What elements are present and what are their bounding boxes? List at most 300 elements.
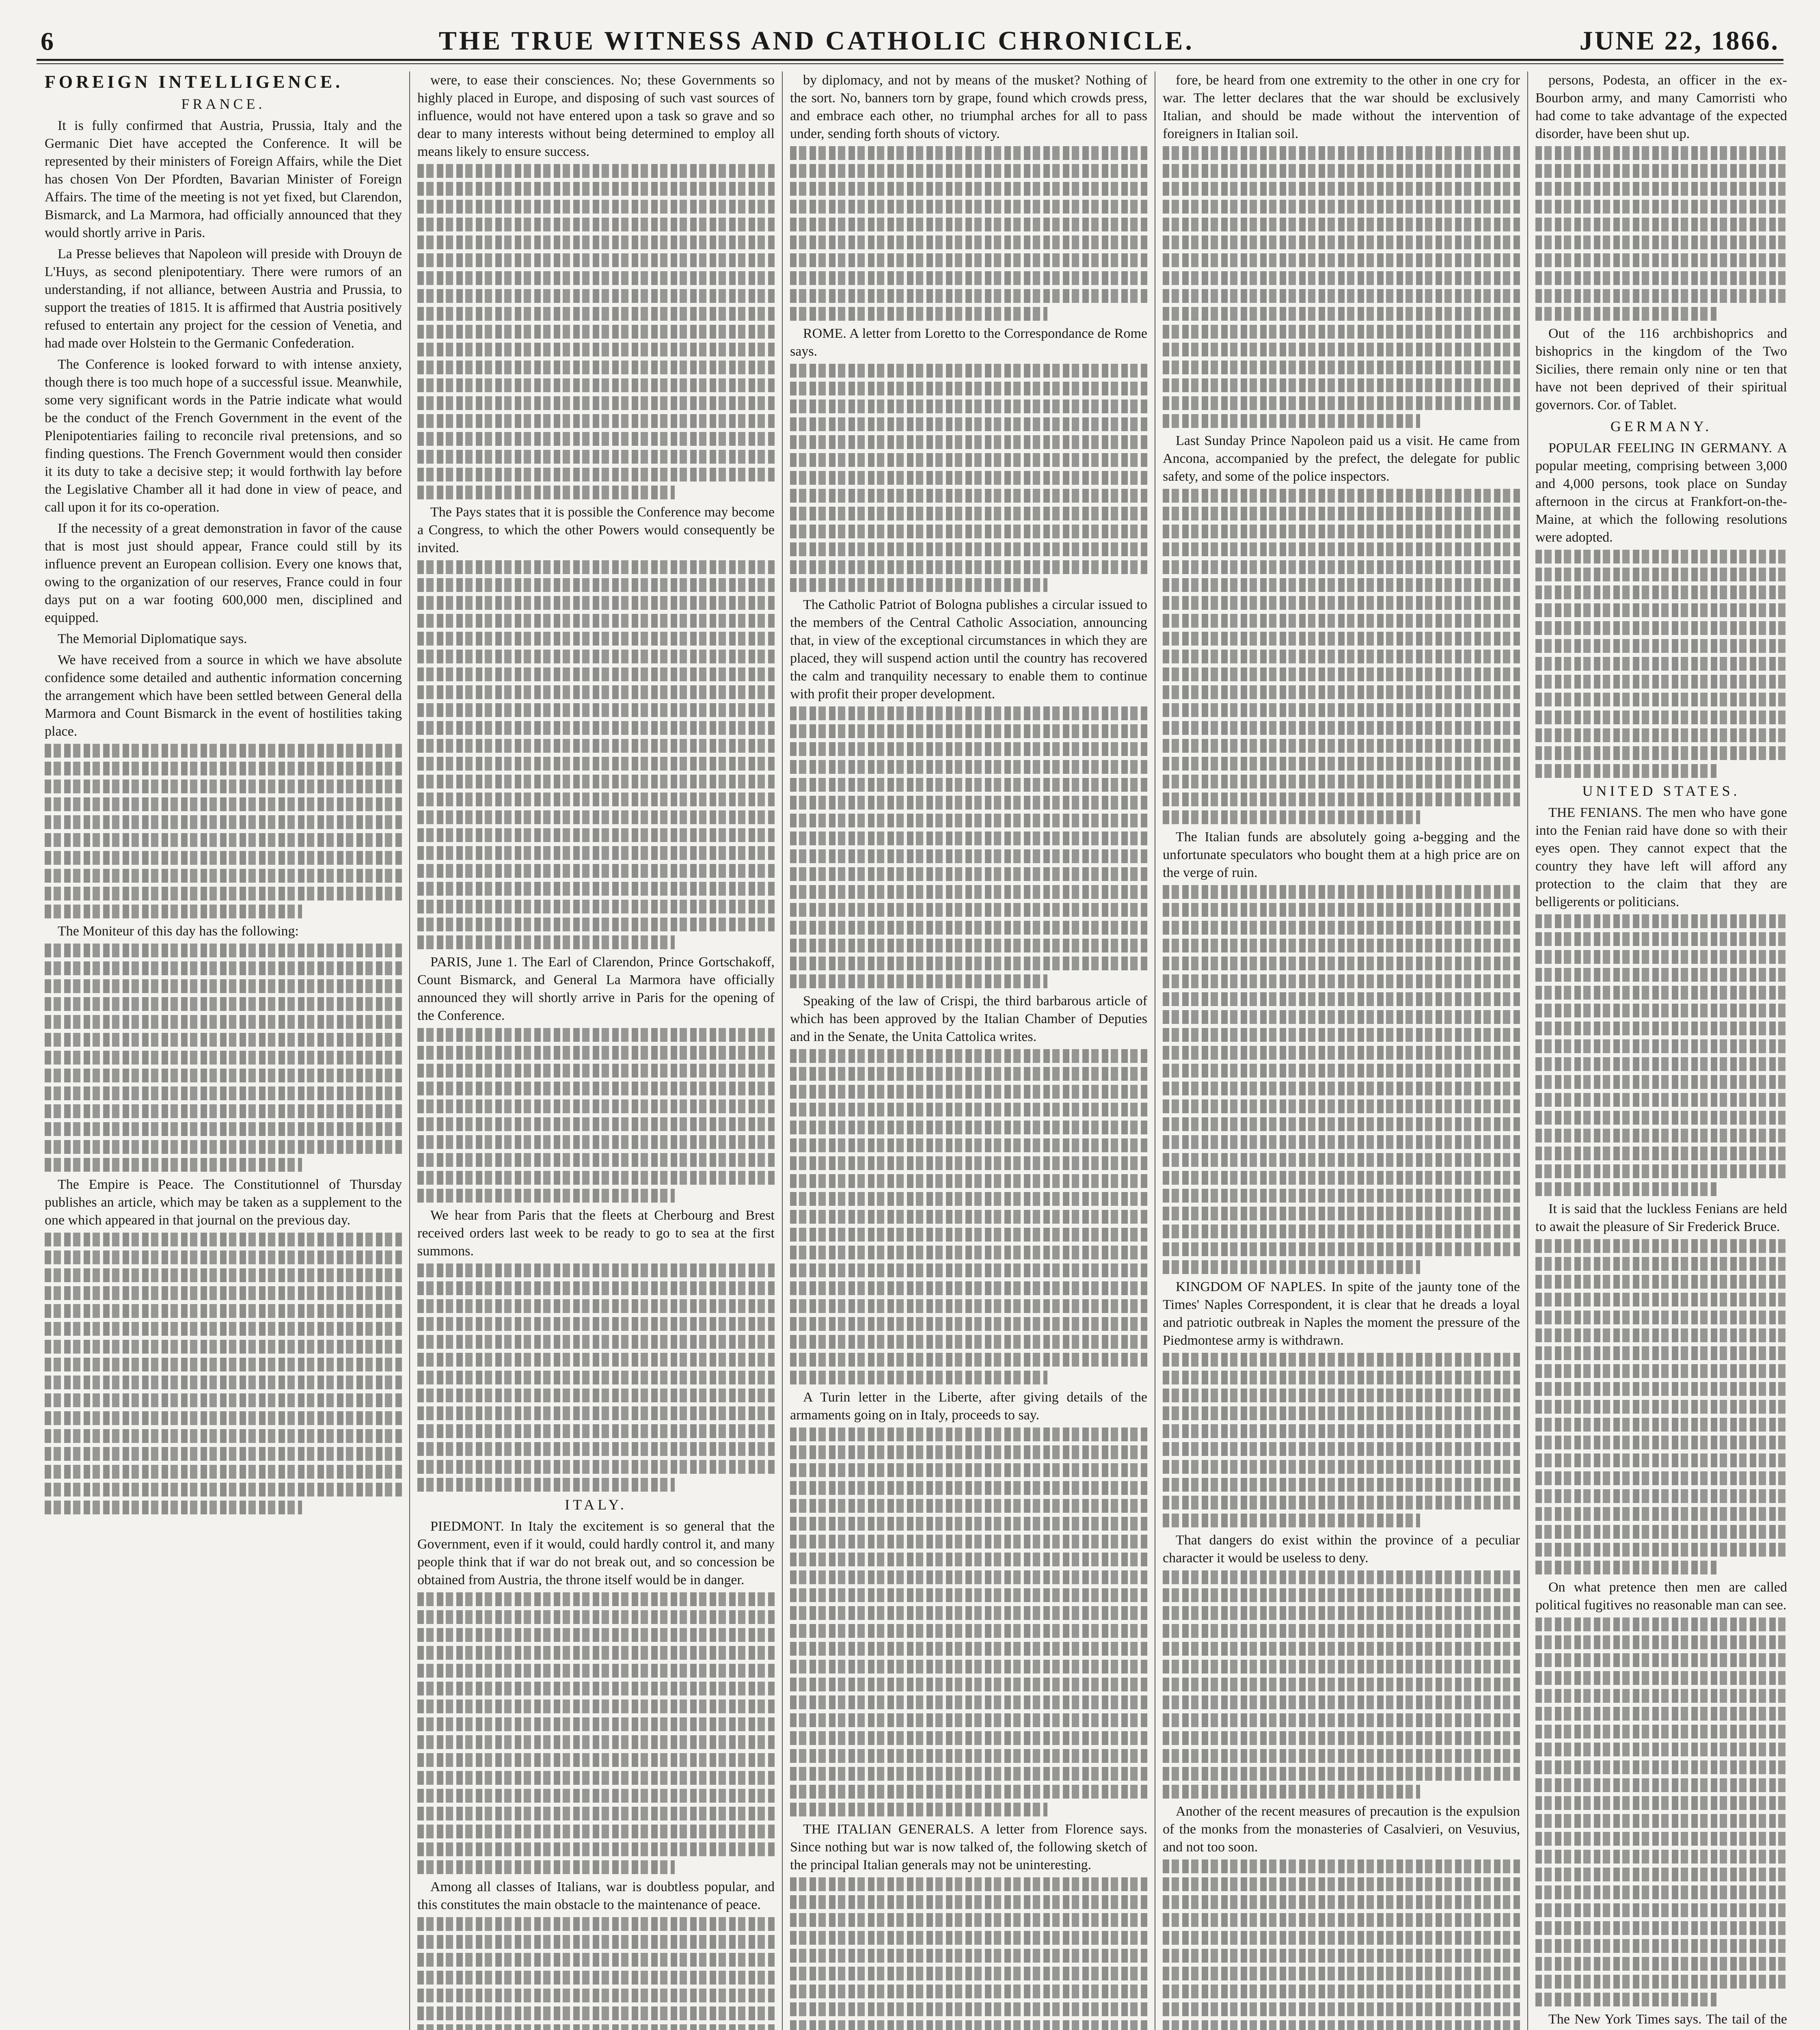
text-line: [1535, 550, 1787, 564]
text-line: [1163, 1496, 1520, 1510]
text-line: [417, 1171, 775, 1185]
text-line: [417, 721, 775, 735]
text-line: [45, 1322, 402, 1336]
text-line: [790, 903, 1147, 917]
text-line: [417, 1189, 675, 1203]
text-line: [1163, 1985, 1520, 1998]
text-line: [1535, 1507, 1787, 1521]
text-block: [417, 164, 775, 499]
text-line: [1163, 507, 1520, 520]
text-line: [790, 778, 1147, 792]
text-line: [790, 382, 1147, 395]
text-line: [790, 706, 1147, 720]
text-line: [790, 1427, 1147, 1441]
text-line: [1163, 1028, 1520, 1042]
article-paragraph: by diplomacy, and not by means of the musket? Nothing of the sort. No, banners torn by grape, found which crowds press, and embrace each other, no triumphal arches for all to pass under, sending forth shouts of victory.: [790, 73, 1147, 141]
text-line: [417, 1117, 775, 1131]
text-line: [1535, 1868, 1787, 1881]
article-paragraph: The Catholic Patriot of Bologna publishes a circular issued to the members of the Central Catholic Association, announcing that, in view of the exceptional circumstances in which they are placed, they will suspend action until the country has recovered the calm and tranquility necessary to enable them to continue with profit their proper development.: [790, 597, 1147, 702]
text-line: [1163, 1949, 1520, 1963]
text-line: [417, 468, 775, 482]
text-line: [417, 1299, 775, 1313]
text-line: [417, 1389, 775, 1402]
text-line: [790, 1642, 1147, 1656]
text-line: [790, 742, 1147, 756]
text-line: [417, 1135, 775, 1149]
text-line: [417, 1442, 775, 1456]
text-line: [1163, 650, 1520, 663]
text-line: [1535, 1814, 1787, 1828]
text-line: [45, 833, 402, 847]
text-line: [417, 1682, 775, 1695]
text-line: [1535, 307, 1716, 321]
text-line: [417, 1935, 775, 1949]
text-line: [1163, 614, 1520, 628]
text-line: [1535, 1939, 1787, 1953]
text-line: [790, 1767, 1147, 1781]
text-line: [1163, 1749, 1520, 1763]
text-line: [1163, 1785, 1420, 1799]
text-line: [1163, 1877, 1520, 1891]
text-line: [790, 525, 1147, 538]
text-line: [790, 796, 1147, 810]
text-line: [417, 1046, 775, 1060]
text-line: [790, 400, 1147, 413]
text-line: [790, 1713, 1147, 1727]
text-line: [1535, 1671, 1787, 1685]
text-line: [1163, 757, 1520, 771]
text-line: [1535, 568, 1787, 581]
text-line: [790, 1499, 1147, 1513]
text-line: [417, 1789, 775, 1803]
text-line: [45, 979, 402, 993]
text-line: [790, 1570, 1147, 1584]
text-line: [1535, 585, 1787, 599]
text-line: [1163, 1099, 1520, 1113]
text-line: [417, 1610, 775, 1624]
article-paragraph: were, to ease their consciences. No; these Governments so highly placed in Europe, and disposing of such vast sources of influence, would not have entered upon a task so grave and so dear to many interests without being determined to employ all means likely to ensure success.: [417, 73, 775, 159]
text-line: [1535, 1921, 1787, 1935]
article-paragraph: ROME. A letter from Loretto to the Correspondance de Rome says.: [790, 326, 1147, 359]
text-line: [790, 921, 1147, 935]
text-line: [1535, 1850, 1787, 1864]
text-line: [1163, 218, 1520, 231]
text-line: [790, 435, 1147, 449]
text-line: [1535, 271, 1787, 285]
text-line: [1163, 1642, 1520, 1656]
text-line: [1163, 271, 1520, 285]
text-line: [45, 744, 402, 758]
text-line: [45, 1304, 402, 1318]
text-line: [1163, 957, 1520, 970]
column-3: [790, 71, 1147, 2030]
text-line: [1163, 992, 1520, 1006]
text-line: [1535, 950, 1787, 964]
text-line: [1163, 146, 1520, 160]
text-line: [790, 235, 1147, 249]
text-line: [45, 780, 402, 793]
text-line: [790, 271, 1147, 285]
text-block: [417, 1917, 775, 2030]
article-paragraph: Another of the recent measures of precaution is the expulsion of the monks from the monasteries of Casalvieri, on Vesuvius, and not too soon.: [1163, 1804, 1520, 1855]
text-line: [417, 1842, 775, 1856]
text-line: [1535, 621, 1787, 635]
text-line: [417, 793, 775, 806]
text-line: [417, 2006, 775, 2020]
article-paragraph: We have received from a source in which we have absolute confidence some detailed and authentic information concerning the arrangement which have been settled between General della Marmora and Count Bismarck in the event of hostilities taking place.: [45, 652, 402, 739]
text-line: [417, 739, 775, 753]
text-line: [1163, 1082, 1520, 1095]
text-line: [417, 414, 775, 428]
text-line: [417, 1082, 775, 1095]
subheading-united-states: UNITED STATES.: [1582, 783, 1740, 799]
text-line: [1535, 1561, 1716, 1574]
article-paragraph: The Empire is Peace. The Constitutionnel of Thursday publishes an article, which may be taken as a supplement to the one which appeared in that journal on the previous day.: [45, 1177, 402, 1228]
text-line: [1535, 289, 1787, 303]
text-line: [790, 1624, 1147, 1638]
text-line: [417, 918, 775, 931]
text-line: [790, 1535, 1147, 1548]
text-line: [1163, 793, 1520, 806]
article-paragraph: THE FENIANS. The men who have gone into the Fenian raid have done so with their eyes open. They cannot expect that the country they have left will afford any protection to the claim that they are belligerents or politicians.: [1535, 805, 1787, 909]
text-line: [1163, 414, 1420, 428]
text-line: [417, 775, 775, 788]
text-line: [790, 1103, 1147, 1116]
text-line: [1535, 164, 1787, 178]
text-line: [1535, 1275, 1787, 1289]
text-line: [417, 757, 775, 771]
text-line: [1535, 1796, 1787, 1810]
text-line: [1163, 685, 1520, 699]
text-line: [1535, 1725, 1787, 1738]
text-line: [790, 2020, 1147, 2030]
text-line: [790, 1228, 1147, 1242]
column-divider: [1527, 71, 1528, 2030]
text-line: [790, 1895, 1147, 1909]
text-line: [1535, 1832, 1787, 1846]
text-line: [1163, 1767, 1520, 1781]
text-line: [1535, 1039, 1787, 1053]
text-line: [417, 164, 775, 178]
text-line: [1163, 343, 1520, 356]
text-block: [417, 1263, 775, 1492]
text-line: [1163, 235, 1520, 249]
text-line: [1535, 657, 1787, 671]
text-line: [1163, 1895, 1520, 1909]
text-line: [1163, 1678, 1520, 1691]
text-line: [1163, 1389, 1520, 1402]
text-line: [45, 1250, 402, 1264]
text-line: [417, 846, 775, 860]
text-line: [1535, 603, 1787, 617]
text-line: [1535, 1885, 1787, 1899]
text-line: [1535, 764, 1716, 778]
text-line: [45, 887, 402, 901]
text-line: [1535, 1489, 1787, 1503]
text-line: [1163, 1606, 1520, 1620]
text-line: [45, 1104, 402, 1118]
text-line: [45, 1140, 402, 1154]
article-paragraph: Last Sunday Prince Napoleon paid us a visit. He came from Ancona, accompanied by the prefect, the delegate for public safety, and some of the police inspectors.: [1163, 433, 1520, 484]
text-line: [1535, 1111, 1787, 1125]
text-line: [1535, 1778, 1787, 1792]
text-line: [417, 560, 775, 574]
text-line: [1163, 1064, 1520, 1078]
text-line: [790, 200, 1147, 214]
text-line: [790, 1299, 1147, 1313]
text-line: [417, 182, 775, 196]
text-line: [790, 1553, 1147, 1566]
text-block: [45, 744, 402, 918]
text-line: [417, 1099, 775, 1113]
text-line: [1163, 1117, 1520, 1131]
text-line: [1535, 1293, 1787, 1307]
text-line: [1163, 667, 1520, 681]
text-line: [45, 762, 402, 775]
text-block: [1535, 146, 1787, 321]
text-block: [417, 1592, 775, 1874]
text-line: [1535, 1129, 1787, 1142]
text-block: [417, 560, 775, 949]
text-line: [1163, 378, 1520, 392]
text-line: [1535, 1147, 1787, 1160]
text-line: [1163, 1913, 1520, 1927]
text-line: [790, 831, 1147, 845]
text-line: [1535, 1093, 1787, 1107]
text-line: [1535, 728, 1787, 742]
text-line: [1163, 1731, 1520, 1745]
text-line: [1535, 1993, 1716, 2006]
text-line: [417, 432, 775, 446]
text-line: [417, 1860, 675, 1874]
text-block: [1163, 885, 1520, 1274]
page-number: 6: [41, 27, 54, 56]
text-line: [1535, 1635, 1787, 1649]
text-block: [790, 1877, 1147, 2030]
text-block: [790, 1427, 1147, 1816]
text-line: [417, 1263, 775, 1277]
text-line: [417, 882, 775, 896]
text-line: [790, 1210, 1147, 1224]
text-line: [1535, 253, 1787, 267]
text-line: [45, 869, 402, 883]
article-paragraph: Out of the 116 archbishoprics and bishoprics in the kingdom of the Two Sicilies, there remain only nine or ten that have not been deprived of their spiritual governors. Cor. of Tablet.: [1535, 326, 1787, 412]
text-block: [790, 706, 1147, 988]
text-line: [1535, 1453, 1787, 1467]
column-divider: [782, 71, 783, 2030]
text-line: [1163, 1570, 1520, 1584]
text-line: [45, 1286, 402, 1300]
column-2: [417, 71, 775, 2030]
text-line: [1535, 932, 1787, 946]
text-line: [417, 1953, 775, 1967]
text-line: [417, 1353, 775, 1367]
text-line: [1163, 739, 1520, 753]
text-line: [417, 1917, 775, 1931]
text-line: [1535, 1021, 1787, 1035]
text-line: [417, 1771, 775, 1785]
text-line: [1535, 1311, 1787, 1324]
text-line: [417, 685, 775, 699]
text-line: [790, 1985, 1147, 1998]
text-line: [417, 486, 675, 499]
text-line: [790, 885, 1147, 899]
article-paragraph: persons, Podesta, an officer in the ex-Bourbon army, and many Camorristi who had come to take advantage of the expected disorder, have been shut up.: [1535, 73, 1787, 141]
text-line: [1535, 1903, 1787, 1917]
masthead-rule: [37, 63, 1783, 64]
text-line: [417, 1735, 775, 1749]
text-line: [417, 271, 775, 285]
text-line: [1163, 361, 1520, 374]
text-line: [790, 507, 1147, 520]
text-line: [1163, 1624, 1520, 1638]
text-block: [1535, 550, 1787, 778]
text-line: [790, 1678, 1147, 1691]
text-line: [1535, 1543, 1787, 1557]
text-line: [1163, 903, 1520, 917]
text-line: [1163, 1353, 1520, 1367]
article-paragraph: PARIS, June 1. The Earl of Clarendon, Prince Gortschakoff, Count Bismarck, and General La Marmora have officially announced they will shortly arrive in Paris for the opening of the Conference.: [417, 955, 775, 1023]
text-line: [1163, 703, 1520, 717]
text-line: [1535, 1525, 1787, 1539]
text-line: [417, 253, 775, 267]
text-line: [45, 944, 402, 957]
article-paragraph: The Moniteur of this day has the following:: [58, 924, 299, 939]
text-line: [790, 1371, 1047, 1384]
text-line: [1535, 693, 1787, 706]
text-line: [1163, 1442, 1520, 1456]
text-line: [417, 1317, 775, 1331]
text-line: [45, 997, 402, 1011]
text-line: [417, 1460, 775, 1474]
text-line: [1163, 1153, 1520, 1167]
text-line: [1163, 1588, 1520, 1602]
text-line: [1535, 1382, 1787, 1396]
text-line: [417, 325, 775, 339]
text-line: [790, 1335, 1147, 1349]
text-line: [1163, 1713, 1520, 1727]
text-line: [417, 1371, 775, 1384]
text-line: [1535, 968, 1787, 982]
text-line: [790, 1913, 1147, 1927]
text-line: [1163, 525, 1520, 538]
column-5: [1535, 71, 1787, 2030]
text-block: [45, 944, 402, 1172]
text-block: [417, 1028, 775, 1203]
text-line: [417, 1825, 775, 1838]
text-line: [790, 1317, 1147, 1331]
article-paragraph: If the necessity of a great demonstration in favor of the cause that is most just should appear, France could still by its influence prevent an European collision. Every one knows that, owing to the organization of our reserves, France could in four days put on a war footing 600,000 men, disciplined and equipped.: [45, 521, 402, 625]
text-line: [417, 361, 775, 374]
text-line: [417, 1664, 775, 1678]
text-line: [1163, 2002, 1520, 2016]
text-line: [1163, 810, 1420, 824]
text-line: [417, 1424, 775, 1438]
text-line: [790, 253, 1147, 267]
article-paragraph: A Turin letter in the Liberte, after giving details of the armaments going on in Italy, proceeds to say.: [790, 1390, 1147, 1423]
text-line: [417, 450, 775, 464]
text-line: [45, 1358, 402, 1371]
text-line: [45, 851, 402, 865]
text-line: [1163, 1931, 1520, 1945]
text-line: [417, 1717, 775, 1731]
text-line: [417, 343, 775, 356]
text-line: [45, 1051, 402, 1065]
text-line: [417, 235, 775, 249]
section-heading-foreign: FOREIGN INTELLIGENCE.: [45, 72, 343, 92]
text-line: [790, 814, 1147, 827]
text-line: [790, 1606, 1147, 1620]
text-line: [417, 1700, 775, 1713]
text-line: [1535, 1075, 1787, 1089]
text-line: [1163, 632, 1520, 646]
article-paragraph: Speaking of the law of Crispi, the third barbarous article of which has been approved by the Italian Chamber of Deputies and in the Senate, the Unita Cattolica writes.: [790, 993, 1147, 1044]
text-block: [1163, 1353, 1520, 1527]
text-line: [790, 1660, 1147, 1674]
text-line: [417, 810, 775, 824]
text-line: [1535, 1346, 1787, 1360]
subheading-italy: ITALY.: [565, 1497, 627, 1513]
text-line: [790, 1588, 1147, 1602]
text-line: [45, 1069, 402, 1082]
text-line: [1163, 2020, 1520, 2030]
text-line: [417, 1335, 775, 1349]
text-line: [790, 1481, 1147, 1495]
article-paragraph: The New York Times says. The tail of the: [1548, 2012, 1787, 2027]
text-line: [45, 1429, 402, 1443]
text-line: [45, 1340, 402, 1354]
text-line: [790, 2002, 1147, 2016]
text-line: [790, 1246, 1147, 1259]
article-paragraph: THE ITALIAN GENERALS. A letter from Florence says. Since nothing but war is now talked of, the following sketch of the principal Italian generals may not be uninteresting.: [790, 1822, 1147, 1872]
text-line: [1163, 200, 1520, 214]
text-line: [1535, 146, 1787, 160]
article-paragraph: fore, be heard from one extremity to the other in one cry for war. The letter declares that the war should be exclusively Italian, and should be made without the intervention of foreigners in Italian soil.: [1163, 73, 1520, 141]
text-line: [790, 1517, 1147, 1531]
text-line: [790, 939, 1147, 952]
text-line: [790, 364, 1147, 378]
text-line: [1535, 1618, 1787, 1631]
text-line: [1163, 1010, 1520, 1024]
text-line: [790, 760, 1147, 774]
text-line: [1163, 596, 1520, 610]
text-line: [1163, 1207, 1520, 1220]
text-line: [790, 1949, 1147, 1963]
text-line: [1535, 914, 1787, 928]
text-line: [790, 724, 1147, 738]
text-line: [1163, 1967, 1520, 1980]
text-line: [790, 542, 1147, 556]
text-line: [45, 1086, 402, 1100]
text-line: [45, 1233, 402, 1246]
text-line: [1163, 1371, 1520, 1384]
text-line: [1163, 289, 1520, 303]
text-line: [417, 632, 775, 646]
text-line: [790, 1731, 1147, 1745]
text-line: [417, 200, 775, 214]
text-line: [790, 1353, 1147, 1367]
text-line: [1535, 1975, 1787, 1989]
text-line: [790, 489, 1147, 503]
article-paragraph: La Presse believes that Napoleon will preside with Drouyn de L'Huys, as second plenipotentiary. There were rumors of an understanding, if not alliance, between Austria and Prussia, to support the treaties of 1815. It is affirmed that Austria positively refused to entertain any project for the cession of Venetia, and had made over Holstein to the Germanic Confederation.: [45, 246, 402, 351]
text-line: [1163, 1695, 1520, 1709]
column-1: [45, 71, 402, 2030]
text-line: [45, 1122, 402, 1136]
text-line: [417, 578, 775, 592]
text-line: [1535, 1743, 1787, 1756]
text-line: [1163, 721, 1520, 735]
text-line: [790, 164, 1147, 178]
